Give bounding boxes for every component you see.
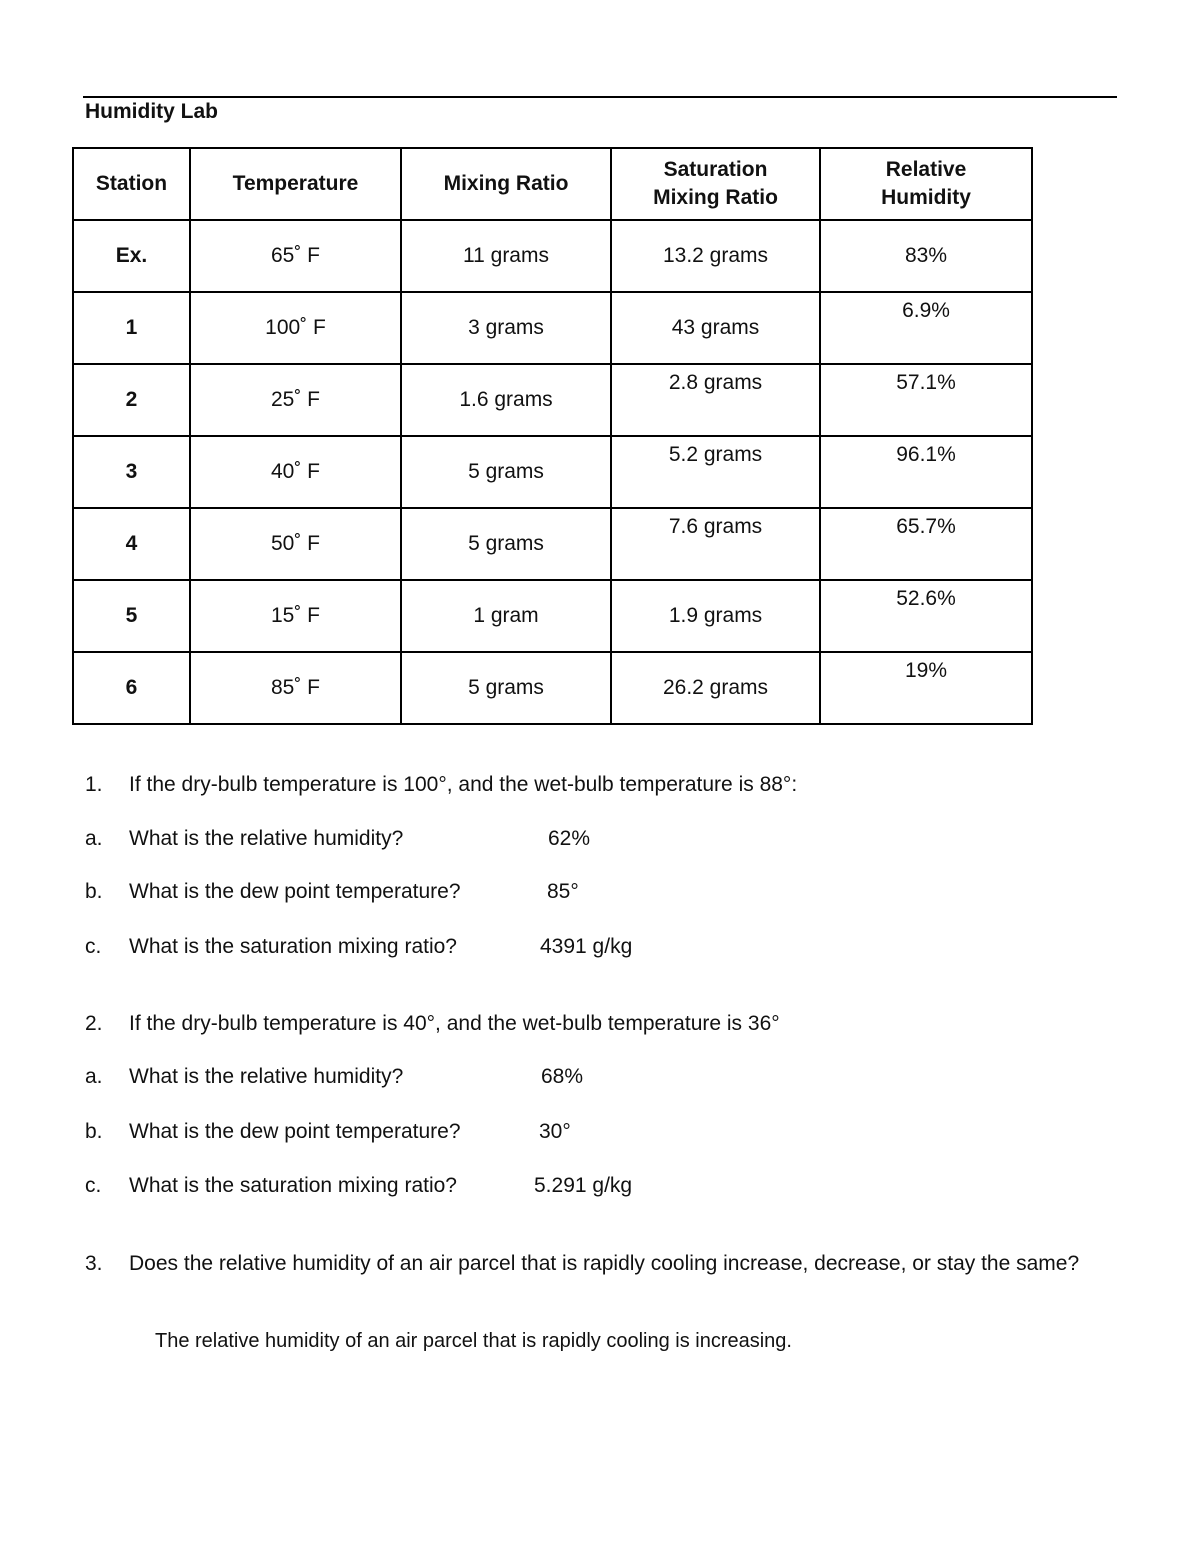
station-cell: 1 — [73, 292, 190, 364]
question-3 — [85, 1250, 1105, 1278]
part-letter: a. — [85, 1065, 103, 1088]
mixing-ratio-cell: 11 grams — [401, 220, 611, 292]
question-number: 3. — [85, 1252, 103, 1275]
humidity-table — [72, 147, 1033, 725]
mixing-ratio-cell: 1.6 grams — [401, 364, 611, 436]
temperature-cell: 40˚ F — [190, 436, 401, 508]
mixing-ratio-cell: 5 grams — [401, 508, 611, 580]
question-text: If the dry-bulb temperature is 40°, and the wet-bulb temperature is 36° — [129, 1012, 780, 1035]
header-relative-humidity: Relative Humidity — [820, 148, 1032, 220]
question-1 — [85, 773, 797, 797]
relative-humidity-cell: 19% — [820, 652, 1032, 724]
question-1c — [85, 935, 633, 959]
saturation-cell: 26.2 grams — [611, 652, 820, 724]
answer: 30° — [539, 1120, 571, 1143]
relative-humidity-cell: 83% — [820, 220, 1032, 292]
question-1b — [85, 880, 579, 904]
part-text: What is the relative humidity? — [129, 827, 404, 850]
question-3-answer: The relative humidity of an air parcel that is rapidly cooling is increasing. — [155, 1330, 792, 1352]
table-row — [73, 508, 1032, 580]
station-cell: 5 — [73, 580, 190, 652]
mixing-ratio-cell: 5 grams — [401, 436, 611, 508]
table-row — [73, 580, 1032, 652]
answer: 85° — [547, 880, 579, 903]
saturation-cell: 43 grams — [611, 292, 820, 364]
document-title: Humidity Lab — [85, 100, 219, 123]
question-2 — [85, 1012, 780, 1036]
relative-humidity-cell: 52.6% — [820, 580, 1032, 652]
relative-humidity-cell: 65.7% — [820, 508, 1032, 580]
table-row — [73, 652, 1032, 724]
part-letter: c. — [85, 935, 102, 958]
table-row — [73, 292, 1032, 364]
station-cell: 3 — [73, 436, 190, 508]
header-temperature: Temperature — [190, 148, 401, 220]
part-text: What is the dew point temperature? — [129, 1120, 461, 1143]
part-letter: a. — [85, 827, 103, 850]
saturation-cell: 2.8 grams — [611, 364, 820, 436]
question-text: Does the relative humidity of an air parcel that is rapidly cooling increase, decrease, or stay the same? — [129, 1252, 1080, 1275]
mixing-ratio-cell: 5 grams — [401, 652, 611, 724]
saturation-cell: 13.2 grams — [611, 220, 820, 292]
part-text: What is the saturation mixing ratio? — [129, 935, 457, 958]
question-text: If the dry-bulb temperature is 100°, and the wet-bulb temperature is 88°: — [129, 773, 798, 796]
question-number: 1. — [85, 773, 103, 796]
answer: 68% — [541, 1065, 584, 1088]
answer: 62% — [548, 827, 591, 850]
part-text: What is the dew point temperature? — [129, 880, 461, 903]
saturation-cell: 5.2 grams — [611, 436, 820, 508]
answer: 5.291 g/kg — [534, 1174, 633, 1197]
station-cell: 4 — [73, 508, 190, 580]
table-row — [73, 364, 1032, 436]
relative-humidity-cell: 57.1% — [820, 364, 1032, 436]
table-row — [73, 436, 1032, 508]
station-cell: 2 — [73, 364, 190, 436]
table-row — [73, 220, 1032, 292]
part-letter: c. — [85, 1174, 102, 1197]
temperature-cell: 15˚ F — [190, 580, 401, 652]
temperature-cell: 100˚ F — [190, 292, 401, 364]
mixing-ratio-cell: 1 gram — [401, 580, 611, 652]
question-2c — [85, 1174, 633, 1198]
answer: 4391 g/kg — [540, 935, 633, 958]
part-text: What is the relative humidity? — [129, 1065, 404, 1088]
header-station: Station — [73, 148, 190, 220]
mixing-ratio-cell: 3 grams — [401, 292, 611, 364]
table-header-row — [73, 148, 1032, 220]
temperature-cell: 50˚ F — [190, 508, 401, 580]
station-cell: Ex. — [73, 220, 190, 292]
top-rule — [83, 96, 1117, 98]
relative-humidity-cell: 6.9% — [820, 292, 1032, 364]
question-2a — [85, 1065, 584, 1089]
saturation-cell: 1.9 grams — [611, 580, 820, 652]
relative-humidity-cell: 96.1% — [820, 436, 1032, 508]
header-saturation-mixing-ratio: Saturation Mixing Ratio — [611, 148, 820, 220]
question-1a — [85, 827, 591, 851]
saturation-cell: 7.6 grams — [611, 508, 820, 580]
temperature-cell: 85˚ F — [190, 652, 401, 724]
part-letter: b. — [85, 1120, 103, 1143]
station-cell: 6 — [73, 652, 190, 724]
question-number: 2. — [85, 1012, 103, 1035]
part-letter: b. — [85, 880, 103, 903]
temperature-cell: 65˚ F — [190, 220, 401, 292]
question-2b — [85, 1120, 571, 1144]
header-mixing-ratio: Mixing Ratio — [401, 148, 611, 220]
part-text: What is the saturation mixing ratio? — [129, 1174, 457, 1197]
temperature-cell: 25˚ F — [190, 364, 401, 436]
